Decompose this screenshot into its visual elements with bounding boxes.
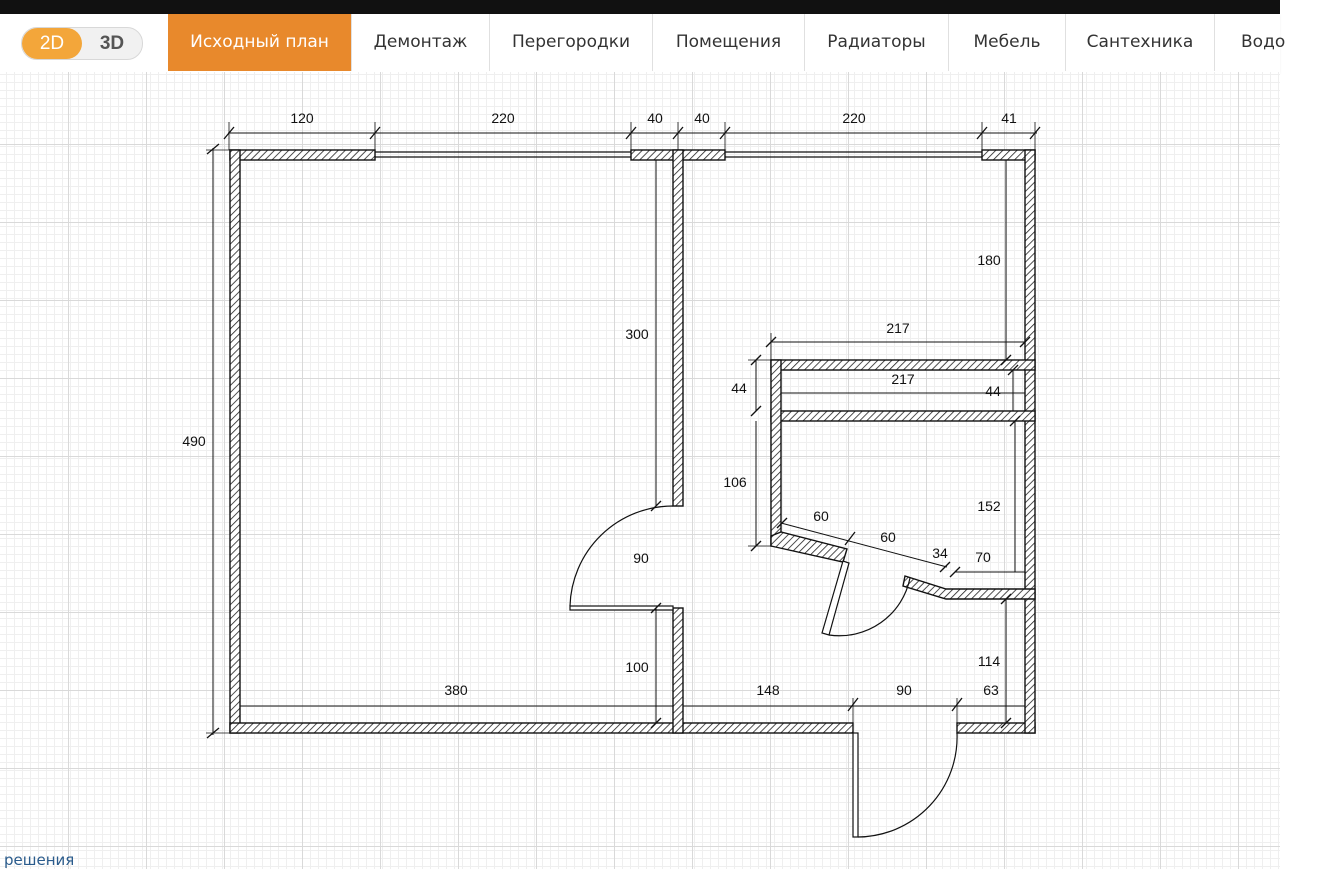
dim-label: 34 [932,545,948,561]
wall-top-left [230,150,375,160]
door-room-swing[interactable] [570,506,673,610]
dim-label: 217 [886,320,910,336]
dim-label: 41 [1001,110,1017,126]
closet-bottom-wall [771,411,1035,421]
dim-label: 60 [813,508,829,524]
dim-label: 217 [891,371,915,387]
solutions-link[interactable]: решения [4,851,75,869]
closet-top-wall [771,360,1035,370]
dim-label: 44 [985,383,1001,399]
tab-radiators[interactable]: Радиаторы [805,14,949,71]
dim-label: 40 [647,110,663,126]
dim-label: 380 [444,682,468,698]
dim-label: 44 [731,380,747,396]
wall-bottom-right [957,723,1035,733]
dim-label: 40 [694,110,710,126]
dim-label: 114 [977,653,1001,669]
dim-label: 220 [491,110,515,126]
bath-diagonal-wall-left [771,532,847,562]
tab-furniture[interactable]: Мебель [949,14,1066,71]
tab-partitions[interactable]: Перегородки [490,14,653,71]
dim-label: 180 [977,252,1001,268]
view-2d-button[interactable]: 2D [22,28,82,59]
dim-label: 106 [723,474,747,490]
tab-plumbing[interactable]: Сантехника [1066,14,1215,71]
tab-water-supply[interactable]: Водо [1241,32,1286,52]
dim-label: 220 [842,110,866,126]
wall-right [1025,150,1035,733]
partition-lower [673,608,683,733]
dim-label: 60 [880,529,896,545]
dim-label: 90 [896,682,912,698]
walls [230,150,1035,733]
wall-bottom-left [230,723,853,733]
tab-initial-plan[interactable]: Исходный план [168,14,352,71]
tab-demolition[interactable]: Демонтаж [352,14,490,71]
tab-rooms[interactable]: Помещения [653,14,805,71]
door-entrance-swing[interactable] [853,733,957,837]
bath-diagonal-wall-right [903,576,1035,599]
partition-upper [673,150,683,506]
door-bathroom-swing[interactable] [822,561,910,636]
dim-label: 152 [977,498,1001,514]
dimension-lines [206,122,1040,738]
dim-label: 120 [290,110,314,126]
wall-left [230,150,240,733]
dim-label: 63 [983,682,999,698]
dim-label: 490 [182,433,206,449]
dim-label: 90 [633,550,649,566]
bath-left-wall [771,360,781,546]
dim-label: 300 [625,326,649,342]
dim-label: 70 [975,549,991,565]
dim-label: 100 [625,659,649,675]
dim-label: 148 [756,682,780,698]
view-3d-button[interactable]: 3D [99,33,125,54]
